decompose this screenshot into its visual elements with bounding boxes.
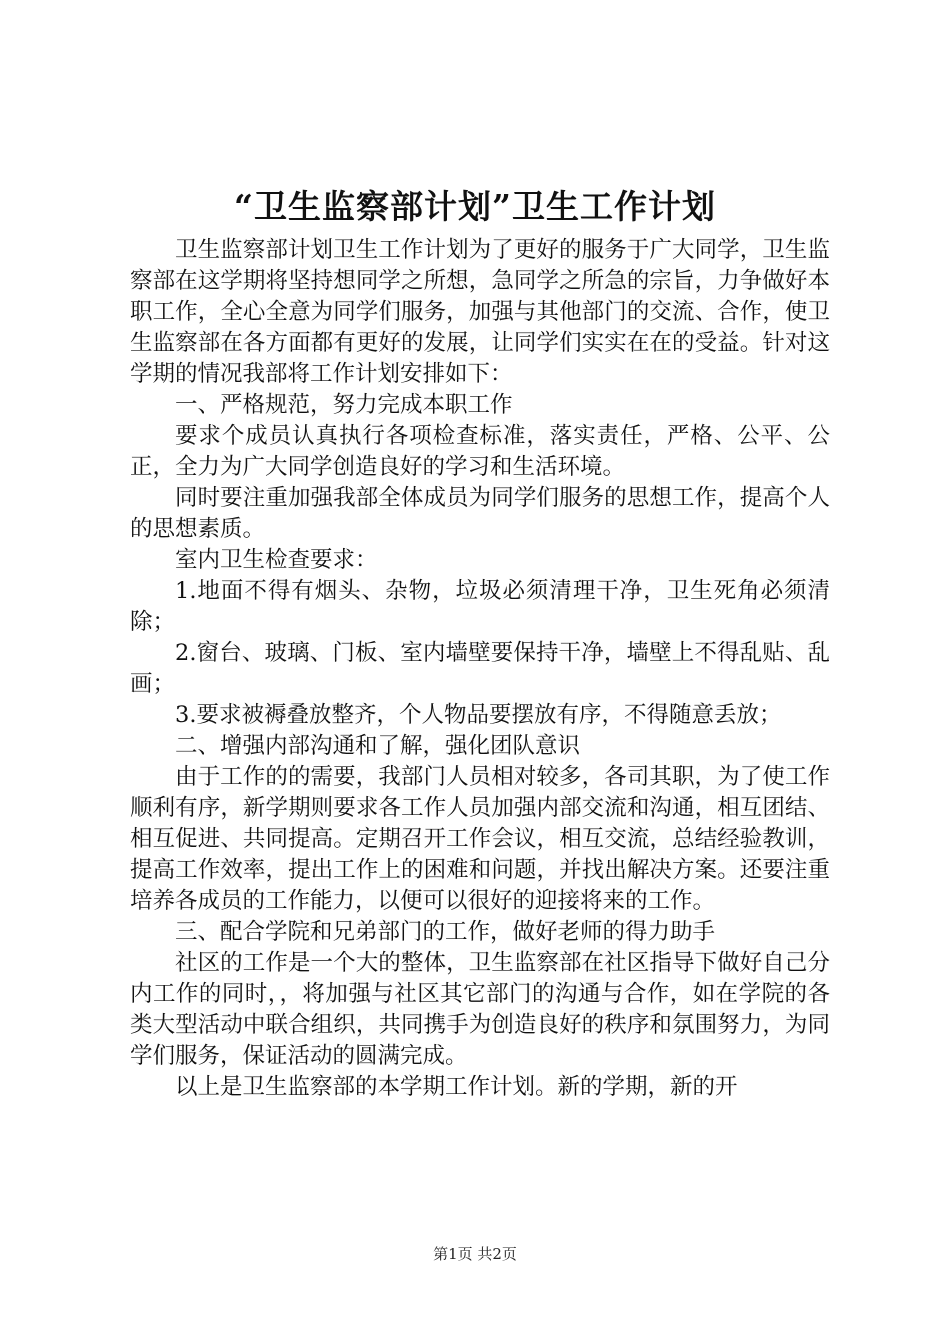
section-heading-1: 一、严格规范，努力完成本职工作 bbox=[175, 392, 513, 418]
page-footer: 第1页 共2页 bbox=[433, 1245, 517, 1263]
paragraph-intro: 卫生监察部计划卫生工作计划为了更好的服务于广大同学，卫生监察部在这学期将坚持想同学之所想，急同学之所急的宗旨，力争做好本职工作，全心全意为同学们服务，加强与其他部门的交流、合作，使卫生监察部在各方面都有更好的发展，让同学们实实在在的受益。针对这学期的情况我部将工作计划安排如下： bbox=[130, 237, 830, 387]
list-item: 3.要求被褥叠放整齐，个人物品要摆放有序，不得随意丢放； bbox=[175, 702, 782, 728]
list-item: 2.窗台、玻璃、门板、室内墙壁要保持干净，墙壁上不得乱贴、乱画； bbox=[130, 640, 830, 697]
subheading-indoor-hygiene: 室内卫生检查要求： bbox=[175, 547, 378, 573]
list-item: 1.地面不得有烟头、杂物，垃圾必须清理干净，卫生死角必须清除； bbox=[130, 578, 830, 635]
document-title: “卫生监察部计划”卫生工作计划 bbox=[234, 187, 716, 226]
paragraph: 由于工作的的需要，我部门人员相对较多，各司其职，为了使工作顺利有序，新学期则要求各工作人员加强内部交流和沟通，相互团结、相互促进、共同提高。定期召开工作会议，相互交流，总结经验教训，提高工作效率，提出工作上的困难和问题，并找出解决方案。还要注重培养各成员的工作能力，以便可以很好的迎接将来的工作。 bbox=[130, 764, 830, 914]
document-body bbox=[130, 235, 830, 1103]
paragraph: 社区的工作是一个大的整体，卫生监察部在社区指导下做好自己分内工作的同时，，将加强与社区其它部门的沟通与合作，如在学院的各类大型活动中联合组织，共同携手为创造良好的秩序和氛围努力，为同学们服务，保证活动的圆满完成。 bbox=[130, 950, 830, 1069]
paragraph-closing: 以上是卫生监察部的本学期工作计划。新的学期，新的开 bbox=[175, 1074, 738, 1100]
section-heading-2: 二、增强内部沟通和了解，强化团队意识 bbox=[175, 733, 581, 759]
paragraph: 同时要注重加强我部全体成员为同学们服务的思想工作，提高个人的思想素质。 bbox=[130, 485, 830, 542]
section-heading-3: 三、配合学院和兄弟部门的工作，做好老师的得力助手 bbox=[175, 919, 716, 945]
paragraph: 要求个成员认真执行各项检查标准，落实责任，严格、公平、公正，全力为广大同学创造良好的学习和生活环境。 bbox=[130, 423, 830, 480]
